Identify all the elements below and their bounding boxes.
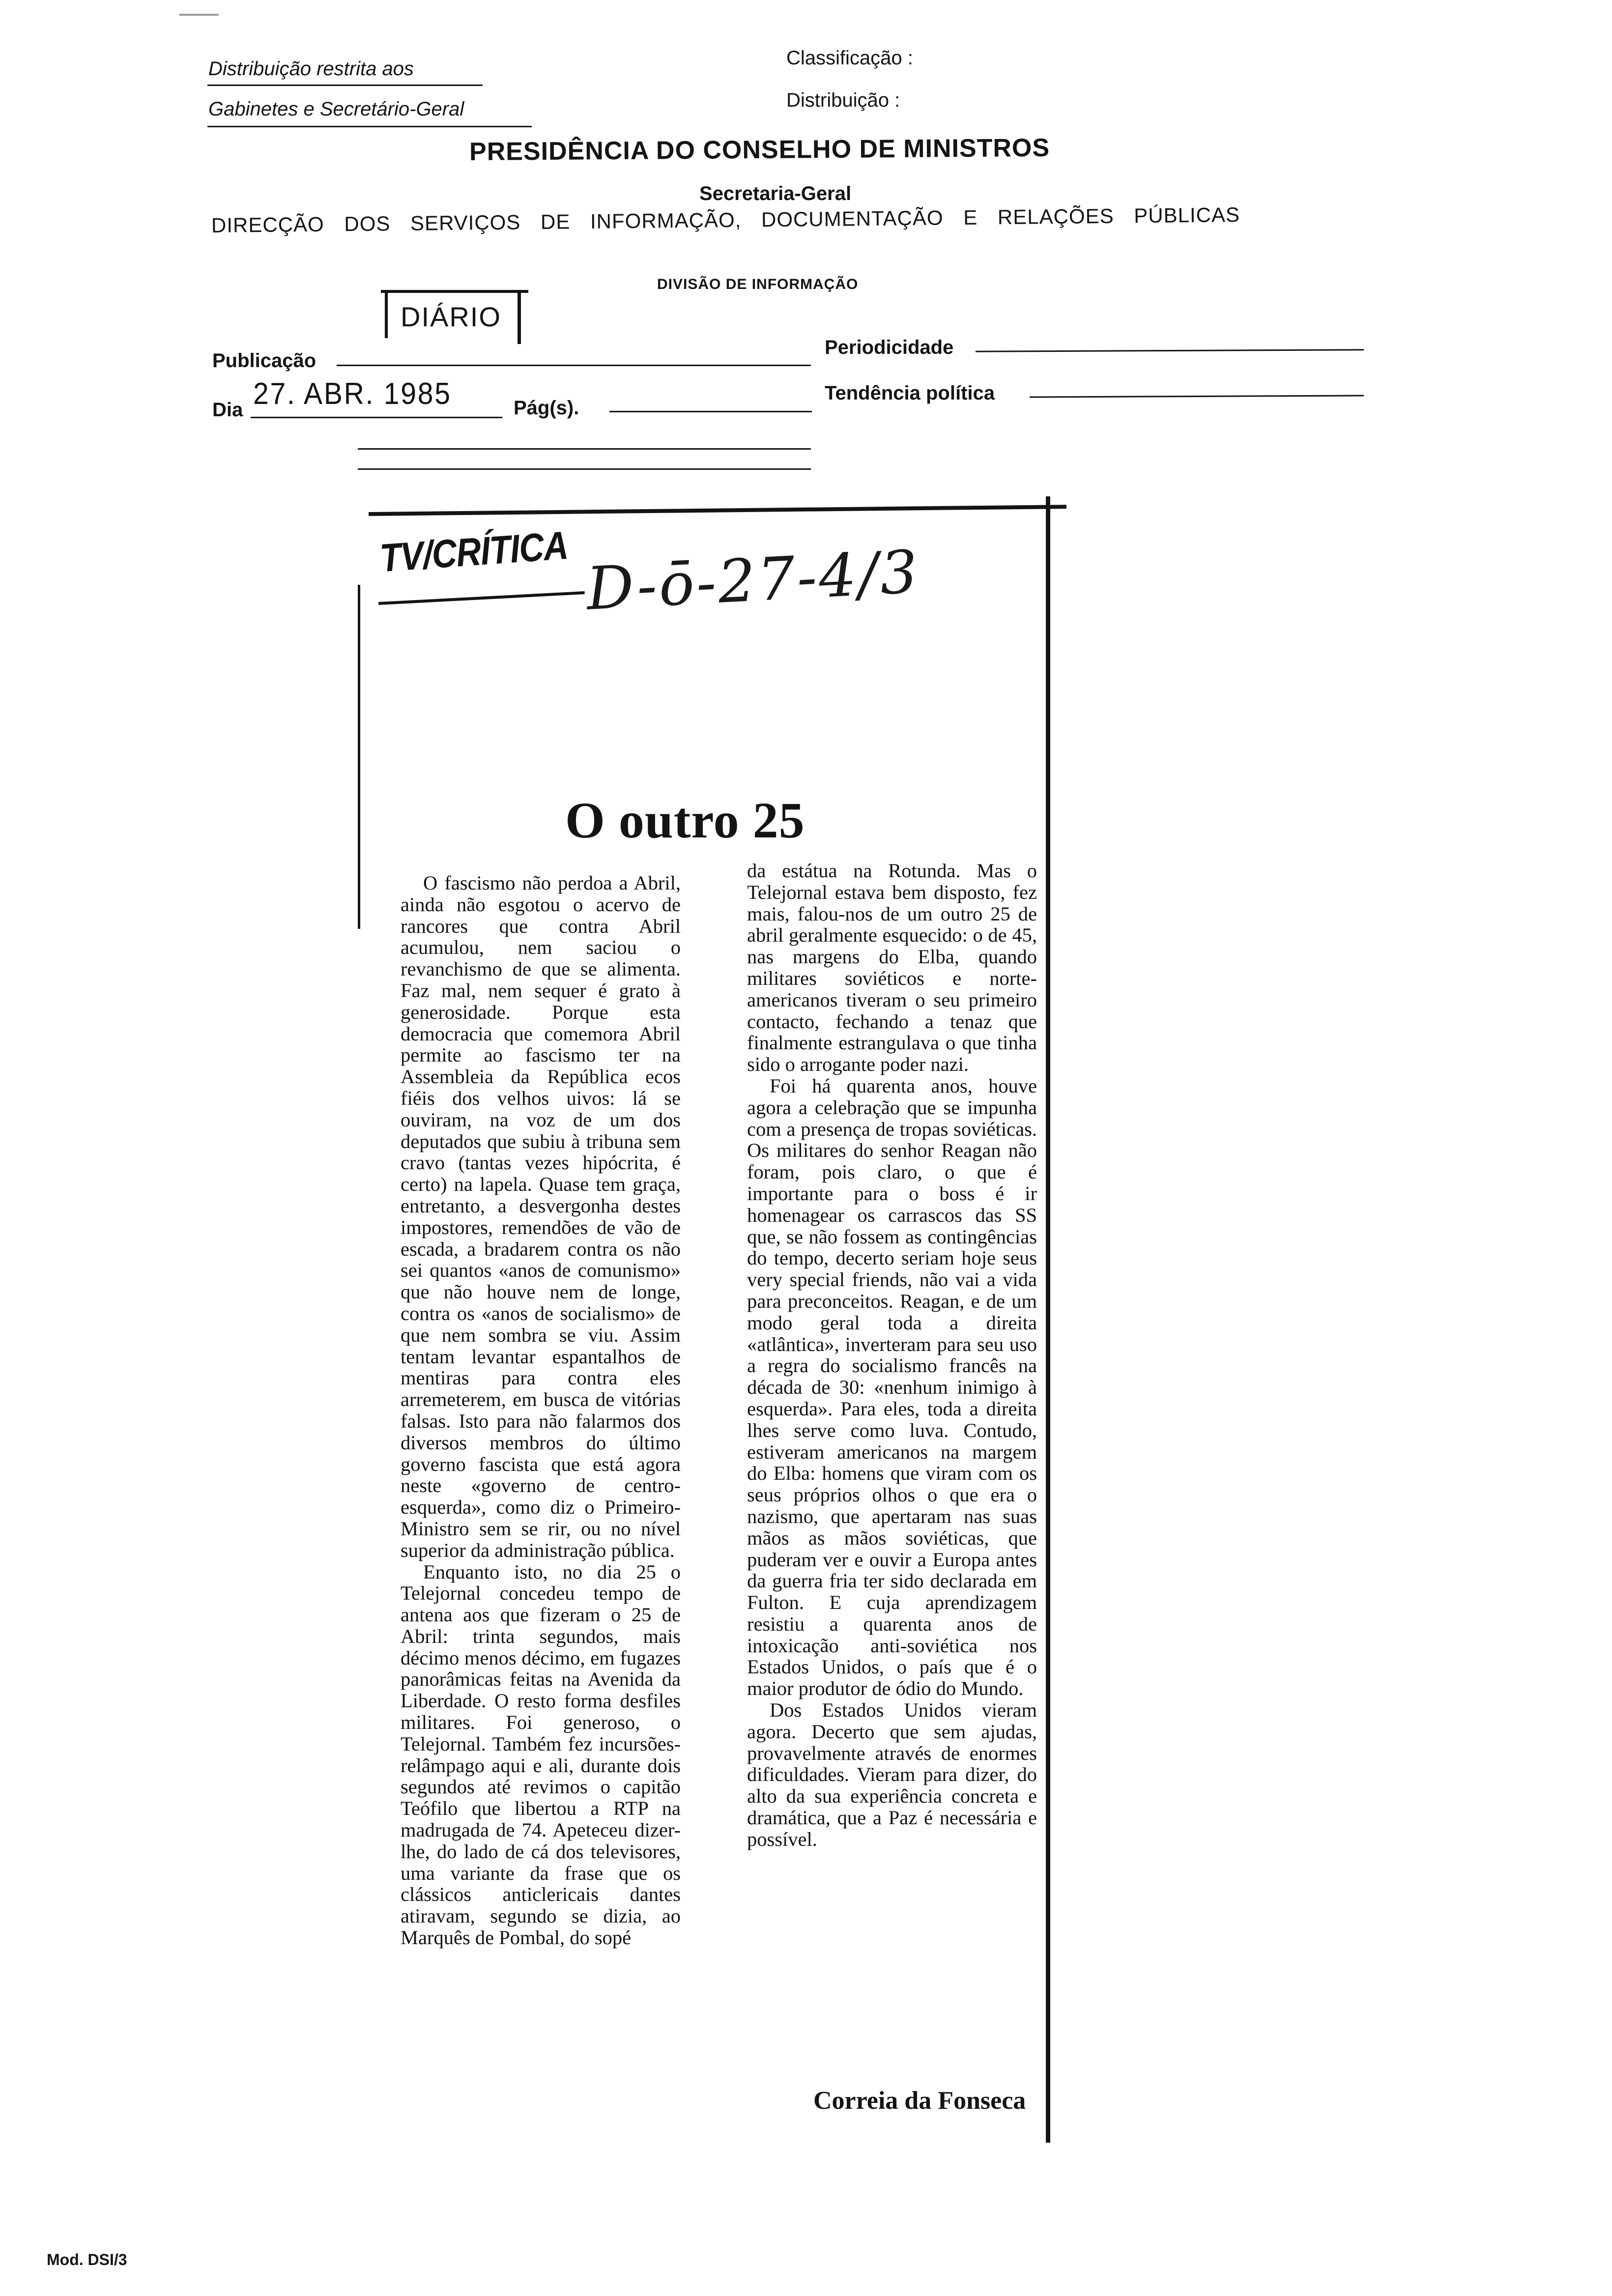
handwritten-note: D-ō-27-4/3 [585,538,921,624]
dia-line [251,417,502,418]
col2-paragraph-1: da estátua na Rotunda. Mas o Telejornal estava bem disposto, fez mais, falou-nos de um outro 25 de abril geralmente esquecido: o de 45, nas margens do Elba, quando militares soviéticos e norte-americanos tiveram o seu primeiro contacto, fechando a tenaz que finalmente estrangulava o que tinha sido o arrogante poder nazi. [747,860,1037,1076]
clipping-right-border [1046,496,1050,2143]
newspaper-clipping [354,487,1101,2148]
form-code: Mod. DSI/3 [47,2251,127,2268]
stamp-right-border [518,290,521,344]
pags-line [609,411,812,412]
dia-label: Dia [212,399,243,421]
pags-label: Pág(s). [514,397,579,419]
division-label: DIVISÃO DE INFORMAÇÃO [657,276,859,292]
distribution-note-line2: Gabinetes e Secretário-Geral [208,98,464,120]
scan-mark [179,14,219,16]
publication-stamp [381,290,528,345]
col2-paragraph-2: Foi há quarenta anos, houve agora a celebração que se impunha com a presença de tropas soviéticas. Os militares do senhor Reagan não foram, pois claro, o que é importante para o boss é ir homenagear os carrascos das SS que, se não fossem as contingências do tempo, decerto seriam hoje seus very special friends, não vai a vida para preconceitos. Reagan, e de um modo geral toda a direita «atlântica», inverteram para seu uso a regra do socialismo francês na década de 30: «nenhum inimigo à esquerda». Para eles, toda a direita lhes serve como luva. Contudo, estiveram americanos na margem do Elba: homens que viram com os seus próprios olhos o que era o nazismo, que apertaram nas suas mãos as mãos soviéticas, que puderam ver e ouvir a Europa antes da guerra fria ter sido declarada em Fulton. E cuja aprendizagem resistiu a quarenta anos de intoxicação anti-soviética nos Estados Unidos, o país que é o maior produtor de ódio do Mundo. [747,1074,1037,1700]
article-column-2 [747,860,1037,1850]
dia-value: 27. ABR. 1985 [253,377,452,411]
headline: O outro 25 [565,792,805,849]
section-underline [378,591,585,605]
stamp-top-border [381,290,528,293]
clipping-top-border [369,505,1066,516]
publication-stamp-text: DIÁRIO [401,301,501,332]
tendencia-label: Tendência política [825,382,995,404]
underline-distribution-2 [207,126,532,127]
periodicidade-line [976,349,1364,352]
stamp-left-border [385,292,388,338]
directorate-line: DIRECÇÃO DOS SERVIÇOS DE INFORMAÇÃO, DOCUMENTAÇÃO E RELAÇÕES PÚBLICAS [211,203,1240,237]
section-header: TV/CRÍTICA [378,523,570,580]
tendencia-line [1030,395,1364,398]
classificacao-label: Classificação : [786,47,913,69]
separator-rule-2 [358,468,811,470]
separator-rule-1 [358,448,811,450]
org-title: PRESIDÊNCIA DO CONSELHO DE MINISTROS [469,133,1050,167]
article-column-1 [401,872,681,1949]
periodicidade-label: Periodicidade [825,337,954,358]
publicacao-line [337,365,811,366]
col1-paragraph-2: Enquanto isto, no dia 25 o Telejornal concedeu tempo de antena aos que fizeram o 25 de Abril: trinta segundos, mais décimo menos décimo, em fugazes panorâmicas feitas na Avenida da Liberdade. O resto forma desfiles militares. Foi generoso, o Telejornal. Também fez incursões-relâmpago aqui e ali, durante dois segundos até revimos o capitão Teófilo que libertou a RTP na madrugada de 74. Apeteceu dizer-lhe, do lado de cá dos televisores, uma variante da frase que os clássicos anticlericais dantes atiravam, segundo se dizia, ao Marquês de Pombal, do sopé [401,1560,681,1949]
byline: Correia da Fonseca [813,2087,1026,2115]
col1-paragraph-1: O fascismo não perdoa a Abril, ainda não esgotou o acervo de rancores que contra Abril acumulou, nem saciou o revanchismo de que se alimenta. Faz mal, nem sequer é grato à generosidade. Porque esta democracia que comemora Abril permite ao fascismo ter na Assembleia da República ecos fiéis dos velhos uivos: lá se ouviram, na voz de um dos deputados que subiu à tribuna sem cravo (tantas vezes hipócrita, é certo) na lapela. Quase tem graça, entretanto, a desvergonha destes impostores, remendões de vão de escada, a bradarem contra os não sei quantos «anos de comunismo» que não houve nem de longe, contra os «anos de socialismo» de que nem sombra se viu. Assim tentam levantar espantalhos de mentiras para contra eles arremeterem, em busca de vitórias falsas. Isto para não falarmos dos diversos membros do último governo fascista que está agora neste «governo de centro-esquerda», como diz o Primeiro-Ministro sem se rir, ou no nível superior da administração pública. [401,872,681,1561]
distribuicao-label: Distribuição : [786,89,900,111]
clipping-left-border [358,585,360,929]
col2-paragraph-3: Dos Estados Unidos vieram agora. Decerto que sem ajudas, provavelmente através de enormes dificuldades. Vieram para dizer, do alto da sua experiência concreta e dramática, que a Paz é necessária e possível. [747,1699,1037,1850]
publicacao-label: Publicação [212,350,317,372]
underline-distribution-1 [207,85,483,86]
org-subtitle: Secretaria-Geral [699,183,852,204]
distribution-note-line1: Distribuição restrita aos [208,58,414,80]
